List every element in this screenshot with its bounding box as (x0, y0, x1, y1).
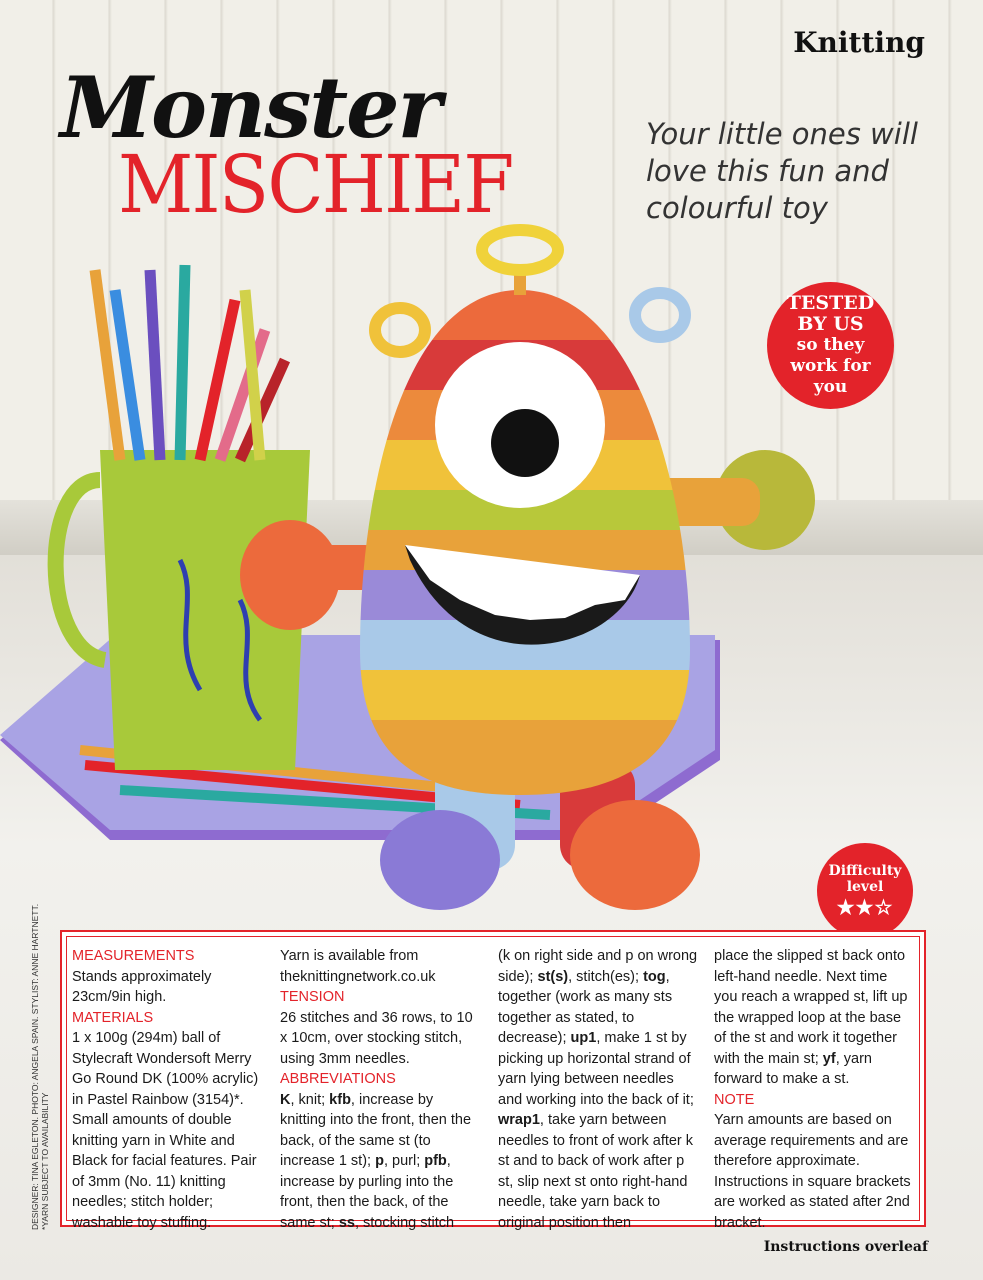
footer-continuation: Instructions overleaf (763, 1239, 928, 1255)
yarn-availability: Yarn is available from theknittingnetwork.co.uk (280, 948, 436, 985)
monster-left-foot (380, 810, 500, 910)
tension-heading: TENSION (280, 989, 345, 1005)
pattern-info-panel (60, 930, 926, 1231)
measurements-text: Stands approximately 23cm/9in high. (72, 968, 212, 1005)
section-label: Knitting (793, 26, 925, 59)
photo-credit: DESIGNER: TINA EGLETON. PHOTO: ANGELA SPAIN. STYLIST: ANNE HARTNETT. *YARN SUBJECT TO AVAILABILITY (30, 903, 50, 1230)
ss-def-start: , stocking stitch (354, 1214, 455, 1231)
panel-column-2 (280, 946, 480, 1233)
monster-right-foot (570, 800, 700, 910)
abbreviations-heading: ABBREVIATIONS (280, 1071, 396, 1087)
note-heading: NOTE (714, 1091, 755, 1108)
panel-column-3 (498, 946, 698, 1233)
monster-antenna (482, 230, 558, 270)
title-line-1: Monster (60, 58, 440, 157)
note-text: Yarn amounts are based on average requirements and are therefore approximate. Instructions in square brackets are worked as stated after 2nd bracket. (714, 1112, 911, 1231)
difficulty-label: Difficulty level (828, 863, 902, 895)
abbreviations-part-2: (k on right side and p on wrong side); st(s), stitch(es); tog, together (work as many sts together as stated, to decrease); up1, make 1 st by picking up horizontal strand of yarn lying between needles and working into the back of it; wrap1, take yarn between needles to front of work after k st and to back of work after p st, slip next st onto right-hand needle, take yarn back to original position then (498, 948, 698, 1231)
materials-text: 1 x 100g (294m) ball of Stylecraft Wondersoft Merry Go Round DK (100% acrylic) in Pastel Rainbow (3154)*. Small amounts of double knitting yarn in White and Black for facial features. Pair of 3mm (No. 11) knitting needles; stitch holder; washable toy stuffing. (72, 1030, 259, 1231)
title-line-2: MISCHIEF (118, 138, 513, 231)
tension-text: 26 stitches and 36 rows, to 10 x 10cm, over stocking stitch, using 3mm needles. (280, 1009, 473, 1067)
pencils-in-mug (95, 265, 285, 460)
mug-handle (56, 480, 105, 660)
difficulty-stars: ★★☆ (836, 895, 894, 919)
tested-badge: TESTED BY US so they work for you (767, 282, 894, 409)
standfirst: Your little ones will love this fun and colourful toy (646, 117, 918, 225)
abbreviations-part-1: K, knit; kfb, increase by knitting into the front, then the back, of the same st (to increase 1 st); p, purl; pfb, increase by purling into the front, then the back, of the same st; ss, stocking stitch (280, 1091, 472, 1231)
monster-pupil (491, 409, 559, 477)
difficulty-badge (817, 843, 913, 939)
panel-column-1 (72, 946, 270, 1233)
abbreviations-part-3: place the slipped st back onto left-hand needle. Next time you reach a wrapped st, lift up the wrapped loop at the base of the st and work it together with the main st; yf, yarn forward to make a st. (714, 948, 908, 1087)
materials-heading: MATERIALS (72, 1009, 154, 1026)
panel-column-4 (714, 946, 914, 1233)
measurements-heading: MEASUREMENTS (72, 948, 195, 964)
